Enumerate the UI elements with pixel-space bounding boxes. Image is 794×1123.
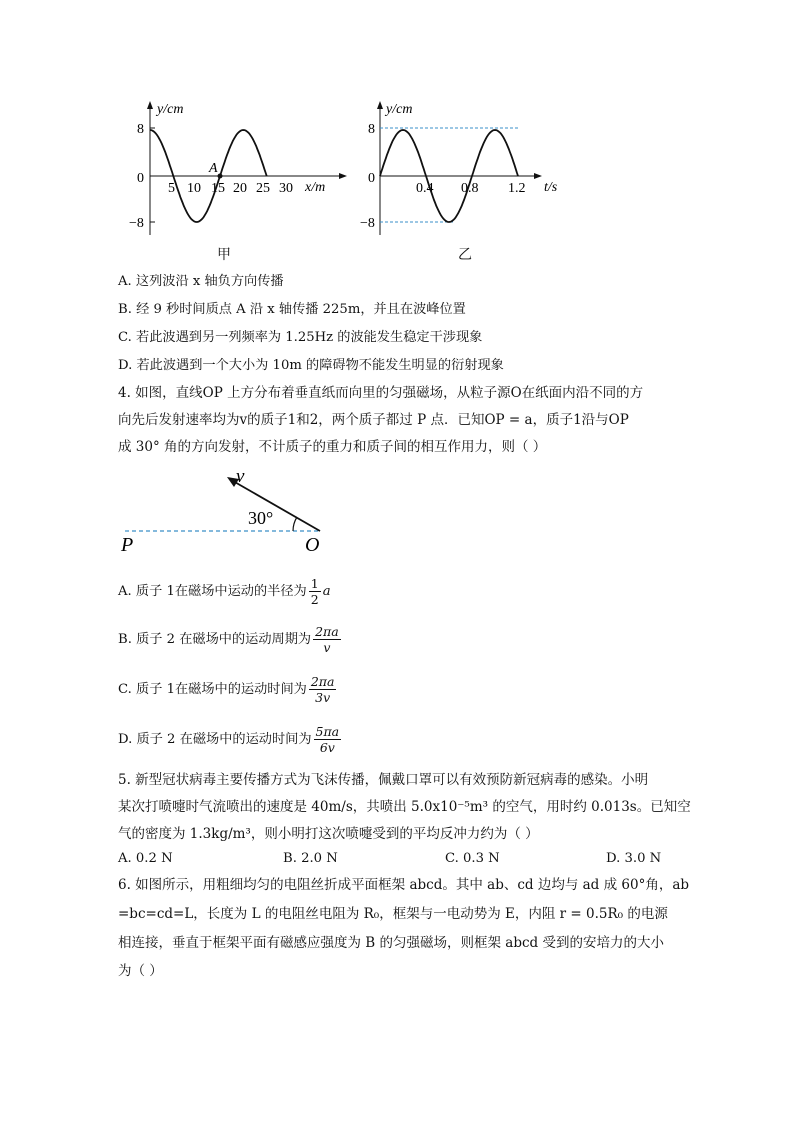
q3-option-c: C. 若此波遇到另一列频率为 1.25Hz 的波能发生稳定干涉现象: [118, 330, 483, 345]
q4-figure: [115, 462, 335, 557]
q4-option-c-text: C. 质子 1在磁场中的运动时间为: [118, 682, 307, 697]
q3-option-a: A. 这列波沿 x 轴负方向传播: [118, 274, 284, 289]
point-a-label: A: [209, 161, 218, 176]
q4-option-a-text: A. 质子 1在磁场中运动的半径为: [118, 584, 307, 599]
angle-label: 30°: [248, 508, 274, 528]
yi-xlabel: t/s: [544, 180, 558, 195]
q5-option-c: C. 0.3 N: [445, 851, 500, 866]
q5-option-d: D. 3.0 N: [606, 851, 662, 866]
fraction-denominator: 2: [310, 592, 319, 607]
q4-stem-line2: 向先后发射速率均为v的质子1和2，两个质子都过 P 点．已知OP = a，质子1沿与OP: [118, 412, 629, 428]
q4-option-b-text: B. 质子 2 在磁场中的运动周期为: [118, 632, 312, 647]
q5-option-a: A. 0.2 N: [118, 851, 173, 866]
fraction-denominator: v: [323, 640, 331, 655]
yi-xtick-12: 1.2: [508, 181, 526, 196]
jia-xtick-30: 30: [279, 181, 293, 196]
q4-option-a-tail: a: [322, 584, 331, 599]
q4-option-b: [118, 624, 343, 655]
q6-stem-line1: 6. 如图所示，用粗细均匀的电阻丝折成平面框架 abcd。其中 ab、cd 边均与 ad 成 60°角，ab: [118, 877, 690, 893]
q3-option-d: D. 若此波遇到一个大小为 10m 的障碍物不能发生明显的衍射现象: [118, 358, 504, 373]
jia-ytick-top: 8: [137, 122, 144, 137]
yi-ytick-top: 8: [368, 122, 375, 137]
q4-option-a: [118, 576, 331, 607]
yi-xtick-08: 0.8: [461, 181, 479, 196]
fraction-numerator: 1: [310, 576, 319, 591]
q4-stem-line3: 成 30° 角的方向发射，不计质子的重力和质子间的相互作用力，则（ ）: [118, 439, 547, 455]
fraction-denominator: 3v: [315, 690, 331, 705]
caption-jia: 甲: [217, 247, 231, 263]
q5-stem-line1: 5. 新型冠状病毒主要传播方式为飞沫传播，佩戴口罩可以有效预防新冠病毒的感染。小明: [118, 772, 649, 788]
q5-stem-line2: 某次打喷嚏时气流喷出的速度是 40m/s，共喷出 5.0x10⁻⁵m³ 的空气，用时约 0.013s。已知空: [118, 799, 691, 815]
jia-xtick-25: 25: [256, 181, 270, 196]
q4-option-b-fraction: [313, 624, 341, 655]
fraction-numerator: 5πa: [315, 724, 340, 739]
jia-xtick-10: 10: [187, 181, 201, 196]
point-o-label: O: [305, 534, 320, 556]
caption-yi: 乙: [458, 247, 472, 263]
q4-stem-line1: 4. 如图，直线OP 上方分布着垂直纸而向里的匀强磁场，从粒子源O在纸面内沿不同的方: [118, 385, 644, 401]
q6-stem-line4: 为（ ）: [118, 963, 163, 979]
fraction-denominator: 6v: [319, 740, 335, 755]
yi-ytick-bot: −8: [360, 216, 375, 231]
q4-option-d-fraction: [314, 724, 342, 755]
jia-ytick-bot: −8: [129, 216, 144, 231]
q6-stem-line2: =bc=cd=L，长度为 L 的电阻丝电阻为 R₀，框架与一电动势为 E，内阻 r = 0.5R₀ 的电源: [118, 906, 668, 922]
point-p-label: P: [121, 534, 134, 556]
q4-option-a-fraction: [309, 576, 321, 607]
yi-ytick-mid: 0: [368, 171, 375, 186]
graph-jia: [125, 95, 355, 240]
velocity-label: v: [236, 466, 245, 487]
yi-ylabel: y/cm: [386, 102, 413, 117]
yi-xtick-04: 0.4: [416, 181, 434, 196]
graph-yi: [360, 95, 570, 240]
q4-option-c-fraction: [309, 674, 337, 705]
point-a-marker: [218, 174, 223, 179]
q6-stem-line3: 相连接，垂直于框架平面有磁感应强度为 B 的匀强磁场，则框架 abcd 受到的安培力的大小: [118, 935, 664, 951]
jia-xtick-5: 5: [168, 181, 175, 196]
q4-option-d-text: D. 质子 2 在磁场中的运动时间为: [118, 732, 312, 747]
jia-xlabel: x/m: [305, 180, 326, 195]
fraction-numerator: 2πa: [315, 624, 339, 639]
jia-xtick-20: 20: [233, 181, 247, 196]
jia-ytick-mid: 0: [137, 171, 144, 186]
q4-option-d: [118, 724, 343, 755]
jia-ylabel: y/cm: [157, 102, 184, 117]
q3-option-b: B. 经 9 秒时间质点 A 沿 x 轴传播 225m，并且在波峰位置: [118, 302, 466, 317]
fraction-numerator: 2πa: [310, 674, 335, 689]
q4-option-c: [118, 674, 338, 705]
q5-stem-line3: 气的密度为 1.3kg/m³，则小明打这次喷嚏受到的平均反冲力约为（ ）: [118, 826, 539, 842]
q5-option-b: B. 2.0 N: [283, 851, 338, 866]
jia-xtick-15: 15: [211, 181, 225, 196]
